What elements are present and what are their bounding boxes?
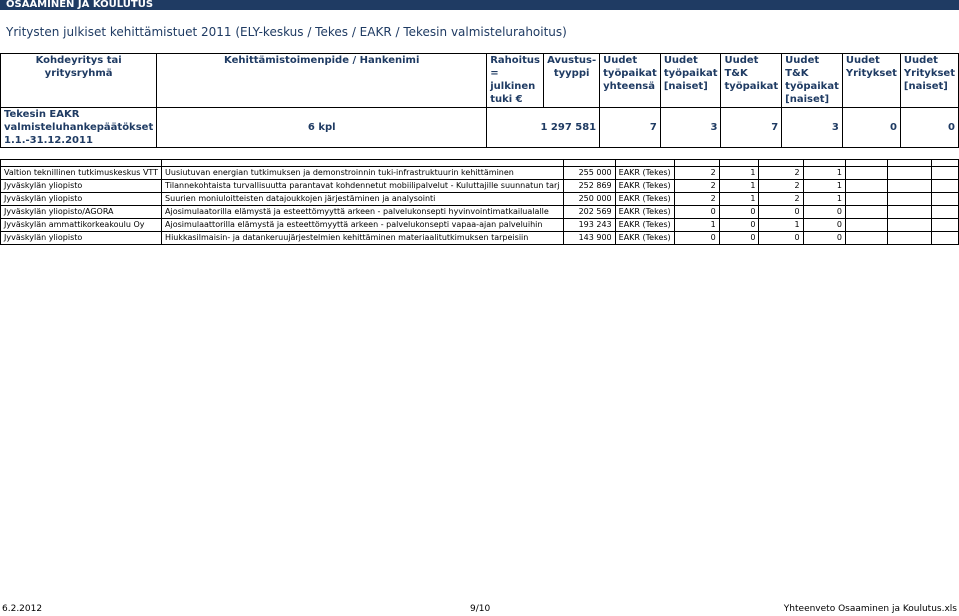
- empty-cell: [845, 232, 887, 245]
- footer-page-number: 9/10: [470, 604, 491, 614]
- type-cell: EAKR (Tekes): [615, 206, 674, 219]
- rd-jobs-women-cell: 0: [803, 206, 845, 219]
- empty-cell: [887, 167, 931, 180]
- empty-cell: [845, 193, 887, 206]
- empty-cell: [845, 180, 887, 193]
- rd-jobs-cell: 2: [759, 193, 803, 206]
- empty-cell: [931, 206, 958, 219]
- summary-table: [0, 53, 959, 148]
- total-label: Tekesin EAKR valmisteluhankepäätökset 1.1.-31.12.2011: [1, 108, 157, 148]
- section-band: [0, 0, 959, 10]
- amount-cell: 252 869: [563, 180, 615, 193]
- amount-cell: 202 569: [563, 206, 615, 219]
- header-jobs-women: Uudet työpaikat [naiset]: [660, 54, 721, 108]
- detail-table: [0, 159, 959, 245]
- rd-jobs-cell: 2: [759, 180, 803, 193]
- empty-cell: [931, 232, 958, 245]
- empty-cell: [845, 167, 887, 180]
- summary-header-row: [1, 54, 959, 108]
- empty-cell: [887, 193, 931, 206]
- jobs-women-cell: 0: [719, 206, 759, 219]
- org-cell: Jyväskylän yliopisto: [1, 232, 162, 245]
- empty-cell: [887, 219, 931, 232]
- total-companies: 0: [842, 108, 900, 148]
- header-type: Avustus-tyyppi: [544, 54, 600, 108]
- org-cell: Jyväskylän ammattikorkeakoulu Oy: [1, 219, 162, 232]
- project-cell: Ajosimulaattorilla elämystä ja esteettömyyttä arkeen - palvelukonsepti vapaa-ajan palveluihin: [162, 219, 563, 232]
- rd-jobs-women-cell: 0: [803, 219, 845, 232]
- type-cell: EAKR (Tekes): [615, 193, 674, 206]
- empty-cell: [845, 219, 887, 232]
- org-cell: Valtion teknillinen tutkimuskeskus VTT: [1, 167, 162, 180]
- total-rd-jobs: 7: [721, 108, 782, 148]
- jobs-cell: 1: [674, 219, 719, 232]
- total-rd-jobs-women: 3: [782, 108, 843, 148]
- footer-date: 6.2.2012: [2, 604, 43, 614]
- project-cell: Uusiutuvan energian tutkimuksen ja demonstroinnin tuki-infrastruktuurin kehittäminen: [162, 167, 563, 180]
- table-row: [1, 180, 959, 193]
- type-cell: EAKR (Tekes): [615, 232, 674, 245]
- header-funding: Rahoitus = julkinen tuki €: [487, 54, 544, 108]
- empty-cell: [931, 219, 958, 232]
- jobs-cell: 2: [674, 193, 719, 206]
- empty-cell: [845, 206, 887, 219]
- total-companies-women: 0: [900, 108, 958, 148]
- jobs-women-cell: 0: [719, 219, 759, 232]
- table-row: [1, 167, 959, 180]
- spacer-row: [1, 160, 959, 167]
- empty-cell: [887, 206, 931, 219]
- rd-jobs-cell: 1: [759, 219, 803, 232]
- jobs-cell: 2: [674, 167, 719, 180]
- header-jobs-total: Uudet työpaikat yhteensä: [600, 54, 661, 108]
- type-cell: EAKR (Tekes): [615, 219, 674, 232]
- amount-cell: 255 000: [563, 167, 615, 180]
- table-row: [1, 206, 959, 219]
- jobs-cell: 2: [674, 180, 719, 193]
- header-companies-women: Uudet Yritykset [naiset]: [900, 54, 958, 108]
- jobs-women-cell: 1: [719, 193, 759, 206]
- total-jobs: 7: [600, 108, 661, 148]
- page-subtitle: Yritysten julkiset kehittämistuet 2011 (ELY-keskus / Tekes / EAKR / Tekesin valmistelurahoitus): [6, 25, 567, 39]
- type-cell: EAKR (Tekes): [615, 167, 674, 180]
- total-jobs-women: 3: [660, 108, 721, 148]
- jobs-women-cell: 1: [719, 167, 759, 180]
- rd-jobs-women-cell: 0: [803, 232, 845, 245]
- table-row: [1, 232, 959, 245]
- rd-jobs-cell: 2: [759, 167, 803, 180]
- total-funding: 1 297 581: [487, 108, 600, 148]
- jobs-women-cell: 0: [719, 232, 759, 245]
- jobs-women-cell: 1: [719, 180, 759, 193]
- page-footer: [0, 604, 959, 616]
- project-cell: Ajosimulaatorilla elämystä ja esteettömyyttä arkeen - palvelukonsepti hyvinvointimatkailualalle: [162, 206, 563, 219]
- org-cell: Jyväskylän yliopisto: [1, 193, 162, 206]
- project-cell: Hiukkasilmaisin- ja datankeruujärjestelmien kehittäminen materiaalitutkimuksen tarpeisiin: [162, 232, 563, 245]
- section-title: OSAAMINEN JA KOULUTUS: [6, 0, 154, 10]
- total-count: 6 kpl: [157, 108, 487, 148]
- rd-jobs-women-cell: 1: [803, 180, 845, 193]
- rd-jobs-women-cell: 1: [803, 167, 845, 180]
- header-rd-jobs: Uudet T&K työpaikat: [721, 54, 782, 108]
- amount-cell: 143 900: [563, 232, 615, 245]
- jobs-cell: 0: [674, 206, 719, 219]
- table-row: [1, 193, 959, 206]
- org-cell: Jyväskylän yliopisto: [1, 180, 162, 193]
- header-project: Kehittämistoimenpide / Hankenimi: [157, 54, 487, 108]
- rd-jobs-cell: 0: [759, 206, 803, 219]
- footer-filename: Yhteenveto Osaaminen ja Koulutus.xls: [783, 604, 957, 614]
- summary-total-row: [1, 108, 959, 148]
- jobs-cell: 0: [674, 232, 719, 245]
- type-cell: EAKR (Tekes): [615, 180, 674, 193]
- rd-jobs-women-cell: 1: [803, 193, 845, 206]
- project-cell: Tilannekohtaista turvallisuutta parantavat kohdennetut mobiilipalvelut - Kuluttajille suunnatun tarj: [162, 180, 563, 193]
- header-rd-jobs-women: Uudet T&K työpaikat [naiset]: [782, 54, 843, 108]
- project-cell: Suurien moniuloitteisten datajoukkojen järjestäminen ja analysointi: [162, 193, 563, 206]
- rd-jobs-cell: 0: [759, 232, 803, 245]
- amount-cell: 193 243: [563, 219, 615, 232]
- empty-cell: [931, 193, 958, 206]
- empty-cell: [931, 180, 958, 193]
- header-target: Kohdeyritys tai yritysryhmä: [1, 54, 157, 108]
- empty-cell: [931, 167, 958, 180]
- empty-cell: [887, 232, 931, 245]
- amount-cell: 250 000: [563, 193, 615, 206]
- empty-cell: [887, 180, 931, 193]
- table-row: [1, 219, 959, 232]
- org-cell: Jyväskylän yliopisto/AGORA: [1, 206, 162, 219]
- header-companies: Uudet Yritykset: [842, 54, 900, 108]
